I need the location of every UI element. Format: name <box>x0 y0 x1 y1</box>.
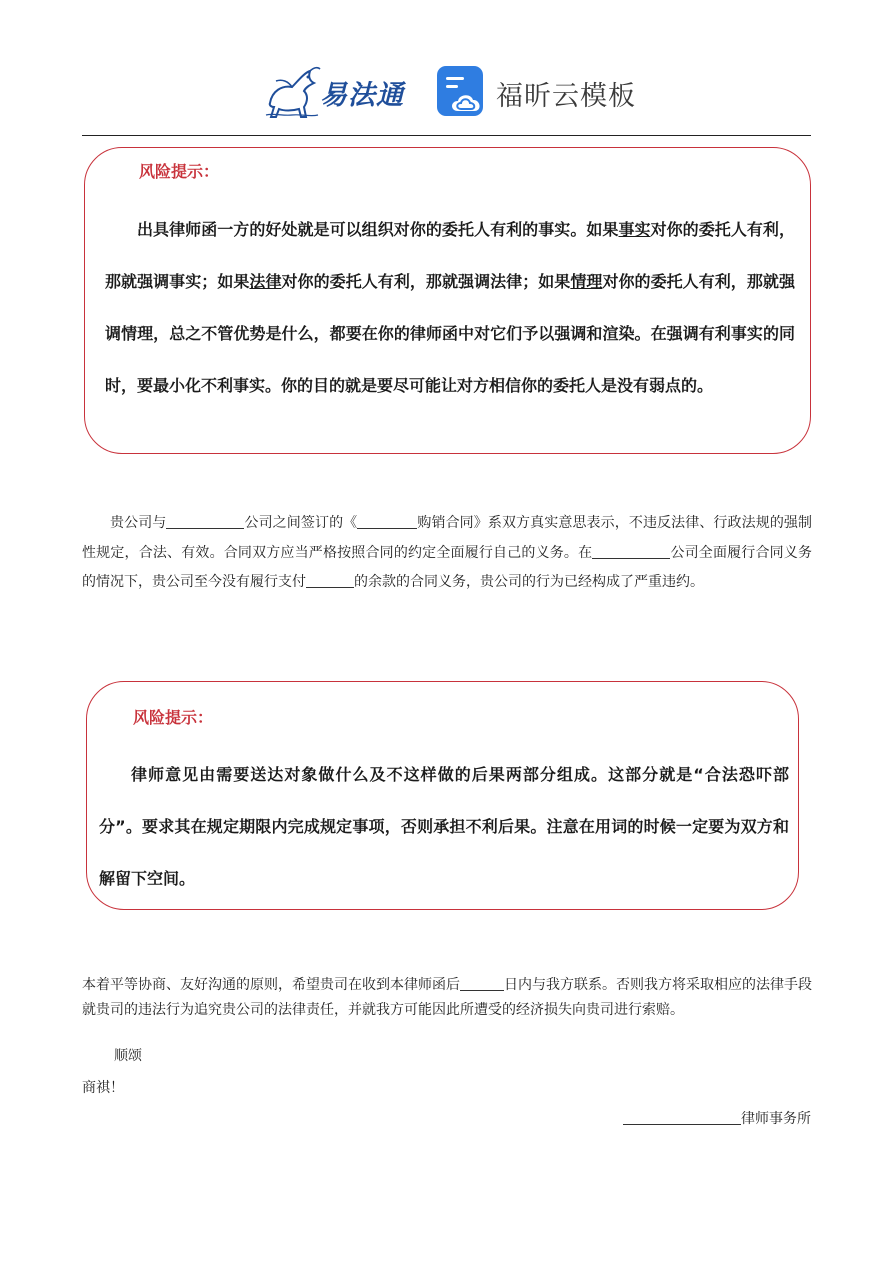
underlined-word: 事实 <box>618 220 651 239</box>
law-firm-label: 律师事务所 <box>741 1111 811 1127</box>
fuxin-logo <box>436 65 636 117</box>
yifatong-logo-text: 易法通 <box>320 80 404 111</box>
cloud-doc-icon <box>436 65 488 117</box>
text-part: 公司全面履行合同义务的情况下，贵公司至今没有履行支付 <box>82 544 813 590</box>
blank-field[interactable] <box>623 1110 741 1125</box>
risk-tip-title: 风险提示： <box>139 162 220 181</box>
blank-field[interactable] <box>357 514 417 529</box>
contract-paragraph <box>82 509 812 598</box>
risk-tip-text <box>105 204 795 412</box>
risk-tip-title: 风险提示： <box>133 708 214 727</box>
closing-shun-song: 顺颂 <box>114 1048 142 1064</box>
risk-text-part: 出具律师函一方的好处就是可以组织对你的委托人有利的事实。如果 <box>137 220 619 239</box>
blank-field[interactable] <box>166 514 244 529</box>
blank-field[interactable] <box>592 544 670 559</box>
blank-field[interactable] <box>306 573 354 588</box>
page-header <box>0 55 893 125</box>
risk-tip-text: 律师意见由需要送达对象做什么及不这样做的后果两部分组成。这部分就是“合法恐吓部分”。要求其在规定期限内完成规定事项，否则承担不利后果。注意在用词的时候一定要为双方和解留下空间。 <box>99 765 789 888</box>
signature-line <box>623 1108 811 1128</box>
blank-field[interactable] <box>460 976 504 991</box>
risk-text-part: 对你的委托人有利，那就强调事实；如果 <box>105 220 795 291</box>
header-divider <box>82 135 811 136</box>
text-part: 日内与我方联系。否则我方将采取相应的法律手段就贵司的违法行为追究贵公司的法律责任，并就我方可能因此所遭受的经济损失向贵司进行索赔。 <box>82 977 812 1018</box>
risk-tip-box-2 <box>86 681 799 910</box>
text-part: 公司之间签订的《 <box>244 515 358 531</box>
closing-shang-qi: 商祺！ <box>82 1080 124 1096</box>
request-paragraph <box>82 973 812 1023</box>
qilin-icon <box>262 63 322 121</box>
risk-text-part: 对你的委托人有利，那就强调法律；如果 <box>281 272 571 291</box>
text-part: 本着平等协商、友好沟通的原则，希望贵司在收到本律师函后 <box>82 977 460 993</box>
risk-text-part: 对你的委托人有利，那就强调情理，总之不管优势是什么，都要在你的律师函中对它们予以强调和渲染。在强调有利事实的同时，要最小化不利事实。你的目的就是要尽可能让对方相信你的委托人是没有弱点的。 <box>105 272 795 395</box>
underlined-word: 法律 <box>249 272 282 291</box>
text-part: 的余款的合同义务，贵公司的行为已经构成了严重违约。 <box>354 574 704 590</box>
underlined-word: 情理 <box>570 272 603 291</box>
fuxin-logo-text: 福昕云模板 <box>496 81 636 112</box>
text-part: 购销合同》系双方真实意思表示，不违反法律、行政法规的强制性规定，合法、有效。合同双方应当严格按照合同的约定全面履行自己的义务。在 <box>82 515 813 561</box>
risk-tip-box-1 <box>84 147 811 454</box>
yifatong-logo <box>262 63 412 121</box>
text-part: 贵公司与 <box>110 515 167 531</box>
